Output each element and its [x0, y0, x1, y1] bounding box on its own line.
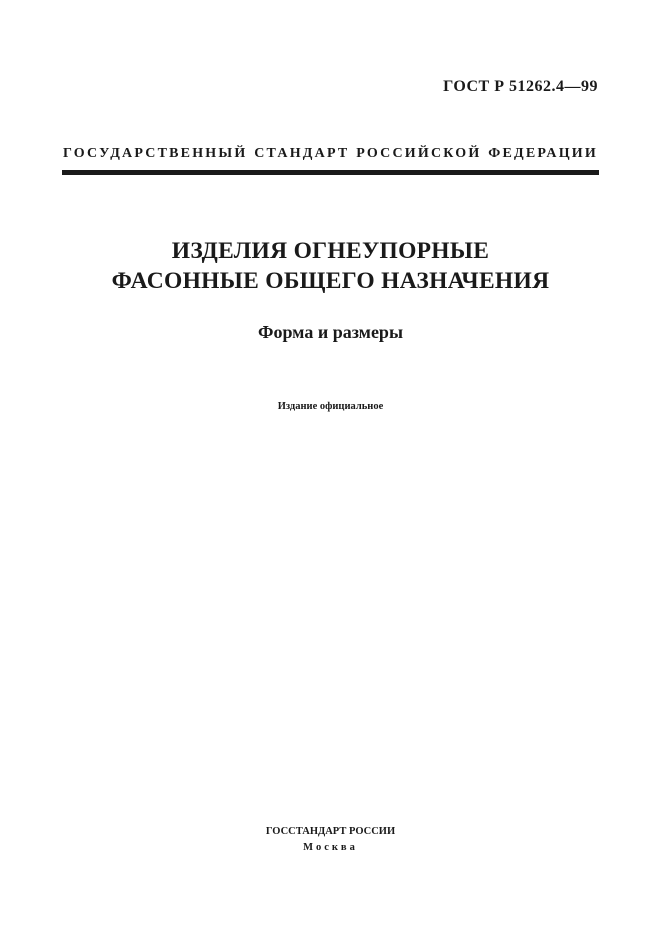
- standard-header: [63, 146, 598, 162]
- publication-city: Москва: [303, 842, 358, 853]
- header-word: СТАНДАРТ: [254, 146, 350, 161]
- header-word: ГОСУДАРСТВЕННЫЙ: [63, 146, 248, 161]
- document-subtitle: Форма и размеры: [257, 322, 403, 342]
- document-title: [0, 236, 661, 296]
- header-word: ФЕДЕРАЦИИ: [488, 146, 598, 161]
- edition-note: Издание официальное: [277, 401, 384, 412]
- publisher: ГОССТАНДАРТ РОССИИ: [265, 826, 396, 837]
- header-word: РОССИЙСКОЙ: [356, 146, 482, 161]
- document-number: ГОСТ Р 51262.4—99: [443, 78, 598, 95]
- header-divider: [62, 170, 599, 175]
- title-line: ФАСОННЫЕ ОБЩЕГО НАЗНАЧЕНИЯ: [111, 268, 550, 294]
- title-line: ИЗДЕЛИЯ ОГНЕУПОРНЫЕ: [171, 238, 490, 264]
